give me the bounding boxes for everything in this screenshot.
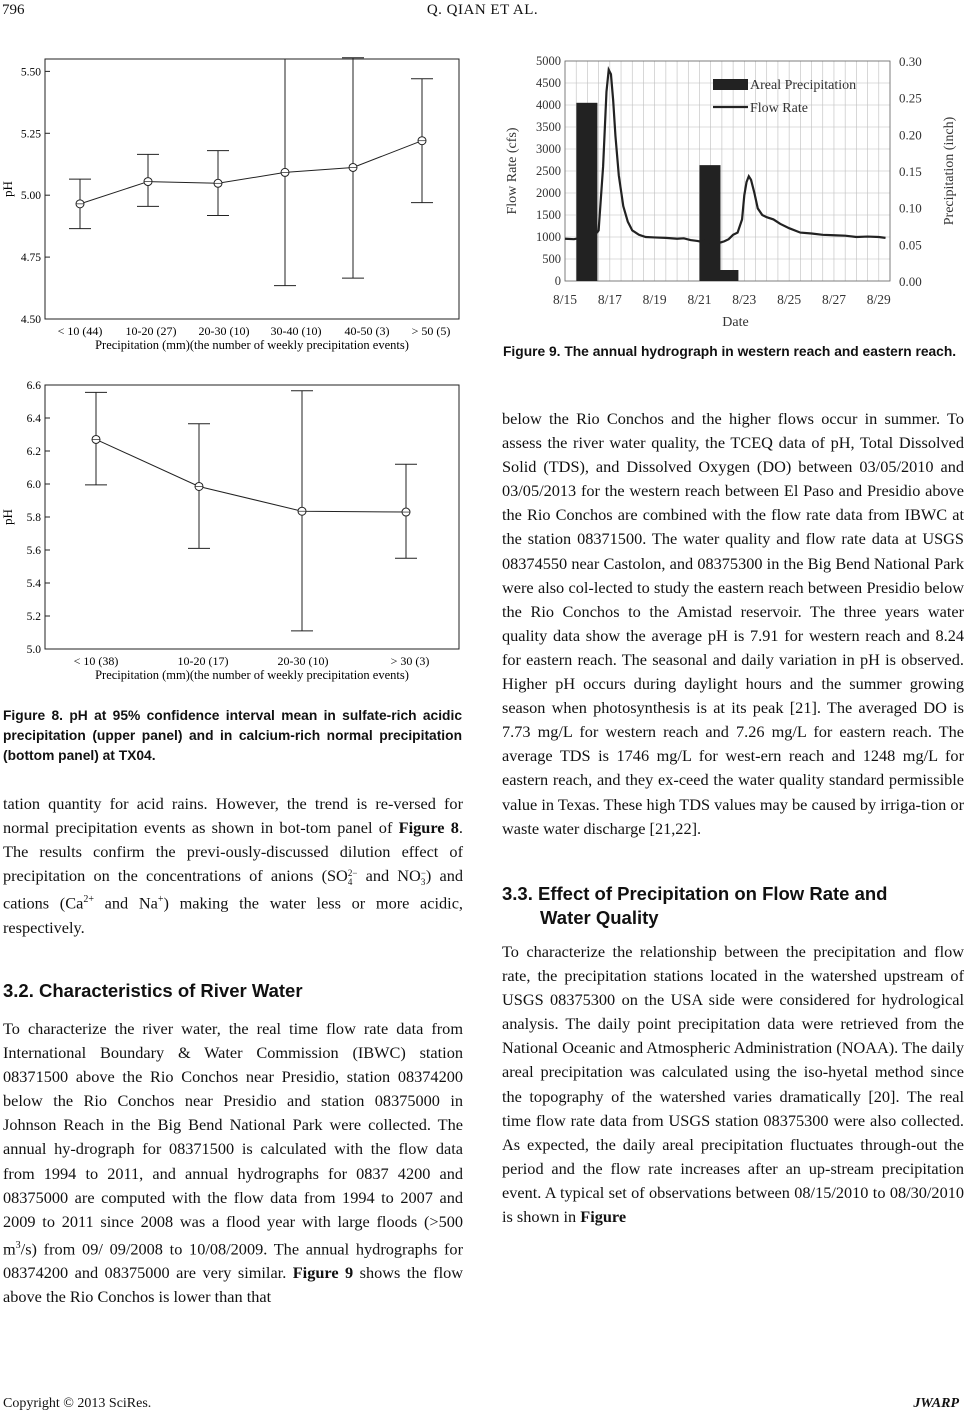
x-tick-label: > 50 (5) bbox=[411, 324, 451, 338]
plot-frame bbox=[45, 59, 459, 319]
y-tick-label: 0 bbox=[554, 274, 561, 288]
x-tick-label: 8/17 bbox=[597, 292, 622, 307]
y-tick-label: 5.25 bbox=[20, 128, 41, 141]
error-bar bbox=[395, 464, 417, 558]
x-tick-label: 8/19 bbox=[642, 292, 667, 307]
right-column-paragraph-1: below the Rio Conchos and the higher flows occur in summer. To assess the river water quality, the TCEQ data of pH, Total Dissolved Solid (TDS), and Dissolved Oxygen (DO) between 03/05/2010 and 03/05/2013 for the western reach between El Paso and Presidio above the Rio Conchos are combined with the flow rate data from IBWC at the station 08371500. The water quality and flow rate data at USGS 08374550 near Castolon, and 08375300 in the Big Bend National Park were also col-lected to study the eastern reach between Presidio below the Rio Conchos to the Amistad reservoir. The three years water quality data show the average pH is 7.91 for western reach and 8.24 for eastern reach. The seasonal and daily variation in pH is observed. Higher pH occurs during daylight hours and the summer growing season when photosynthesis is at its peak [21]. The averaged DO is 7.73 mg/L for western reach and 7.26 mg/L for eastern reach. The average TDS is 1746 mg/L for west-ern reach and 1248 mg/L for eastern reach, and they ex-ceed the water quality standard permissible value in Texas. These high TDS values may be caused by irriga-tion or waste water discharge [21,22]. bbox=[502, 409, 964, 838]
y-tick-label: 4500 bbox=[536, 76, 561, 90]
journal-name: JWARP bbox=[913, 1396, 959, 1411]
error-bar bbox=[85, 392, 107, 484]
precipitation-bar bbox=[699, 165, 720, 281]
right-column-paragraph-2: To characterize the relationship between the precipitation and flow rate, the precipitation stations located in the watershed upstream of USGS 08375300 on the USA side were considered for hydrological analysis. The daily point precipitation data were retrieved from the National Oceanic and Atmospheric Administration (NOAA). The daily areal precipitation was calculated using the iso-hyetal method since the topography of the watershed varies dramatically [20]. The real time flow rate data from USGS station 08375300 were also collected. As expected, the daily areal precipitation fluctuates through-out the period and the flow rate increases after an up-stream precipitation event. A typical set of observations between 08/15/2010 to 08/30/2010 is shown in Figure bbox=[502, 942, 964, 1227]
x-tick-label: 8/23 bbox=[732, 292, 757, 307]
x-tick-label: 8/27 bbox=[821, 292, 846, 307]
y-tick-label: 3500 bbox=[536, 120, 561, 134]
error-bar bbox=[411, 79, 433, 203]
y-tick-label: 5.0 bbox=[26, 644, 41, 656]
y2-tick-label: 0.10 bbox=[899, 200, 922, 216]
precipitation-bar bbox=[717, 270, 738, 281]
error-bar bbox=[69, 179, 91, 229]
y-tick-label: 6.2 bbox=[26, 446, 41, 458]
x-tick-label: 8/15 bbox=[552, 292, 578, 307]
running-header-authors: Q. QIAN ET AL. bbox=[426, 2, 539, 18]
y-tick-label: 1000 bbox=[536, 230, 561, 244]
y-tick-label: 500 bbox=[542, 252, 561, 266]
y-tick-label: 6.4 bbox=[26, 413, 41, 425]
copyright: Copyright © 2013 SciRes. bbox=[3, 1396, 152, 1411]
left-column-paragraph-1: tation quantity for acid rains. However, the trend is re-versed for normal precipitation events as shown in bot-tom panel of Figure 8. The results confirm the previ-ously-discussed dilution effect of precipitation on the concentrations of anions (SO 2− 4 and NO − 3 ) and cations ($Ca^{2+}$ and Na+) making the water less or more acidic, respectively. bbox=[3, 794, 464, 937]
sulfate-formula: SO 2− 4 bbox=[327, 866, 358, 887]
x-tick-label: 8/25 bbox=[777, 292, 802, 307]
plot-frame bbox=[45, 385, 459, 649]
mean-line bbox=[80, 141, 422, 204]
x-tick-label: > 30 (3) bbox=[390, 654, 430, 668]
y-axis-label: pH bbox=[0, 509, 15, 525]
x-axis-label: Precipitation (mm)(the number of weekly precipitation events) bbox=[95, 668, 409, 682]
y-tick-label: 5.6 bbox=[26, 545, 41, 557]
legend-bar-swatch bbox=[713, 79, 748, 90]
x-tick-label: < 10 (38) bbox=[73, 654, 119, 668]
y2-tick-label: 0.20 bbox=[899, 127, 922, 143]
y-tick-label: 5.2 bbox=[26, 611, 41, 623]
y-axis-label: Flow Rate (cfs) bbox=[505, 127, 520, 215]
y2-tick-label: 0.00 bbox=[899, 274, 922, 289]
figure-reference: Figure bbox=[580, 1207, 627, 1227]
section-heading-3-3: 3.3. Effect of Precipitation on Flow Rate and Water Quality bbox=[502, 883, 888, 928]
y-tick-label: 3000 bbox=[536, 142, 561, 156]
x-tick-label: 20-30 (10) bbox=[277, 654, 329, 668]
section-heading-3-2: 3.2. Characteristics of River Water bbox=[3, 980, 303, 1001]
x-tick-label: < 10 (44) bbox=[57, 324, 103, 338]
legend-line-label: Flow Rate bbox=[750, 101, 808, 116]
y-tick-label: 4000 bbox=[536, 98, 561, 112]
y-tick-label: 4.50 bbox=[20, 314, 41, 326]
figure8-caption: Figure 8. pH at 95% confidence interval mean in sulfate-rich acidic precipitation (upper panel) and in calcium-rich normal precipitation (bottom panel) at TX04. bbox=[3, 708, 462, 763]
page-number: 796 bbox=[2, 2, 25, 18]
y-tick-label: 1500 bbox=[536, 208, 561, 222]
error-bar bbox=[188, 424, 210, 549]
x-tick-label: 20-30 (10) bbox=[198, 324, 250, 338]
x-tick-label: 8/29 bbox=[866, 292, 891, 307]
y-tick-label: 6.6 bbox=[26, 380, 41, 392]
legend bbox=[713, 78, 856, 116]
x-tick-label: 8/21 bbox=[687, 292, 712, 307]
mean-line bbox=[96, 439, 406, 512]
y-tick-label: 6.0 bbox=[26, 479, 41, 491]
figure8-upper-chart bbox=[0, 55, 470, 365]
x-tick-label: 30-40 (10) bbox=[270, 324, 322, 338]
figure9-reference: Figure 9 bbox=[292, 1263, 354, 1283]
y-tick-label: 2000 bbox=[536, 186, 561, 200]
y-axis-label: pH bbox=[0, 181, 15, 197]
x-tick-label: 10-20 (27) bbox=[125, 324, 177, 338]
y-tick-label: 5.50 bbox=[20, 66, 41, 79]
figure9-caption: Figure 9. The annual hydrograph in western reach and eastern reach. bbox=[503, 344, 957, 359]
x-tick-label: 10-20 (17) bbox=[177, 654, 229, 668]
flow-rate-line bbox=[565, 70, 886, 243]
error-bar bbox=[137, 154, 159, 206]
legend-bar-label: Areal Precipitation bbox=[750, 78, 857, 93]
y-tick-label: 5.4 bbox=[26, 578, 41, 590]
nitrate-formula: NO − 3 bbox=[397, 866, 426, 887]
figure8-reference: Figure 8 bbox=[398, 818, 459, 838]
y2-tick-label: 0.15 bbox=[899, 164, 922, 179]
y-tick-label: 5000 bbox=[536, 54, 561, 68]
figure9-chart bbox=[498, 50, 965, 335]
y-tick-label: 2500 bbox=[536, 164, 561, 178]
y2-tick-label: 0.30 bbox=[899, 54, 922, 69]
y-tick-label: 4.75 bbox=[20, 252, 41, 265]
y2-tick-label: 0.25 bbox=[899, 90, 922, 106]
left-column-paragraph-2: To characterize the river water, the real time flow rate data from International Boundary & Water Commission (IBWC) station 08371500 above the Rio Conchos near Presidio, station 08374200 below the Rio Conchos near Presidio and station 08375000 in Johnson Reach in the Big Bend National Park were collected. The annual hy-drograph for 08371500 is calculated with the flow data from 1994 to 2011, and annual hydrographs for 0837 4200 and 08375000 are computed with the flow data from 1994 to 2007 and 2009 to 2011 since 2008 was a flood year with large floods (>500 $m^3/s$) from 09/ 09/2008 to 10/08/2009. The annual hydrographs for 08374200 and 08375000 are very similar. Figure 9 shows the flow above the Rio Conchos is lower than that bbox=[3, 1019, 464, 1307]
y-tick-label: 5.00 bbox=[20, 190, 41, 203]
y2-axis-label: Precipitation (inch) bbox=[942, 116, 957, 226]
x-tick-label: 40-50 (3) bbox=[344, 324, 390, 338]
y2-tick-label: 0.05 bbox=[899, 237, 922, 253]
precipitation-bar bbox=[576, 103, 597, 281]
figure8-bottom-chart bbox=[0, 375, 470, 687]
x-axis-label: Precipitation (mm)(the number of weekly precipitation events) bbox=[95, 338, 409, 352]
y-tick-label: 5.8 bbox=[26, 512, 41, 524]
x-axis-label: Date bbox=[722, 315, 749, 330]
